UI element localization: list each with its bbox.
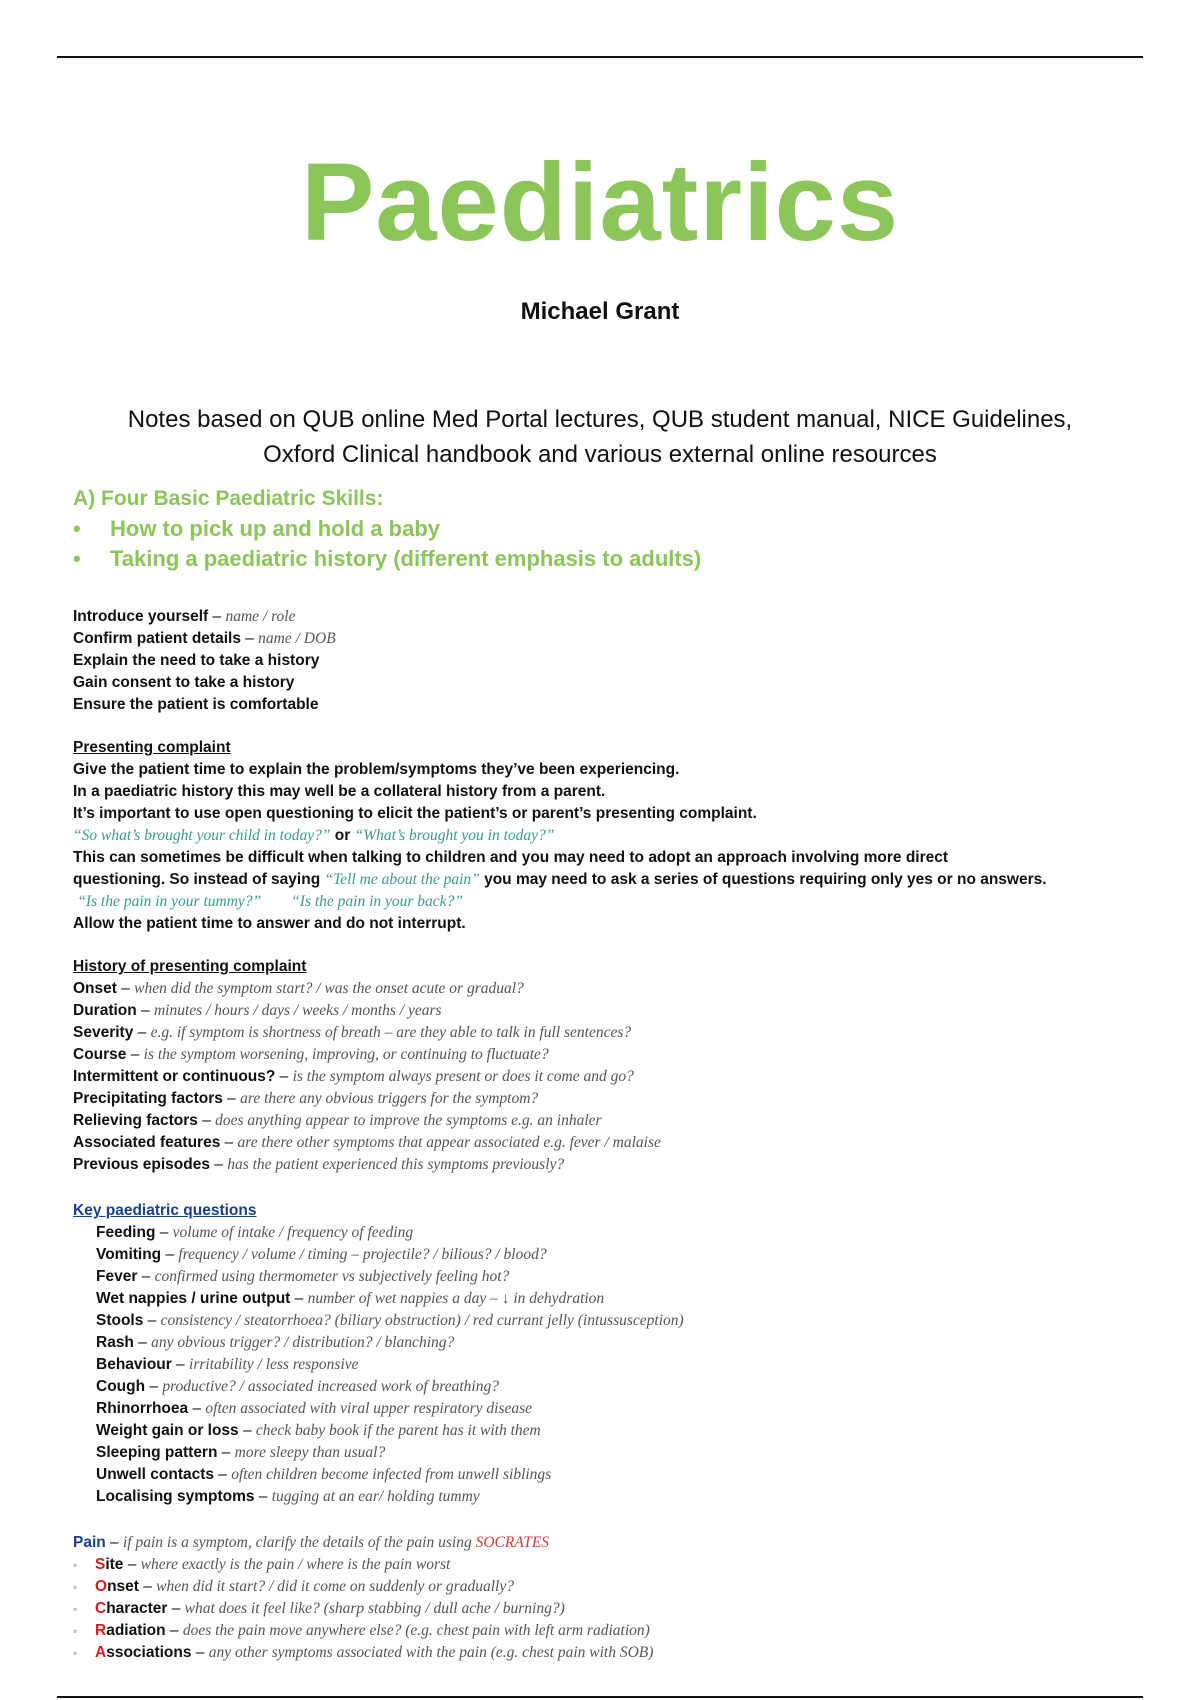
intro-line: Ensure the patient is comfortable	[73, 696, 319, 713]
key-question-item: Sleeping pattern – more sleepy than usual?	[96, 1444, 386, 1461]
socrates-item: ◦ Site – where exactly is the pain / where is the pain worst	[73, 1554, 1173, 1576]
section-a-bullet-text: How to pick up and hold a baby	[110, 516, 441, 541]
hpc-item: Duration – minutes / hours / days / weeks / months / years	[73, 1002, 442, 1019]
pain-intro: Pain – if pain is a symptom, clarify the details of the pain using SOCRATES	[73, 1534, 550, 1551]
bullet-dot-icon: •	[73, 516, 81, 541]
section-a-bullet-text: Taking a paediatric history (different emphasis to adults)	[110, 546, 702, 571]
bullet-circle-icon: ◦	[73, 1558, 78, 1572]
hpc-item: Onset – when did the symptom start? / was the onset acute or gradual?	[73, 980, 524, 997]
bullet-circle-icon: ◦	[73, 1646, 78, 1660]
intro-line: Confirm patient details – name / DOB	[73, 630, 336, 647]
key-question-item: Localising symptoms – tugging at an ear/ holding tummy	[96, 1488, 480, 1505]
pc-line: This can sometimes be difficult when talking to children and you may need to adopt an approach involving more direct	[73, 849, 949, 866]
subtitle-line-2: Oxford Clinical handbook and various external online resources	[263, 441, 937, 468]
bullet-dot-icon: •	[73, 546, 81, 571]
key-question-item: Weight gain or loss – check baby book if the parent has it with them	[96, 1422, 541, 1439]
page-title: Paediatrics	[300, 141, 899, 264]
presenting-complaint-block	[73, 737, 1173, 935]
section-heading: Key paediatric questions	[73, 1202, 257, 1219]
hpc-item: Intermittent or continuous? – is the symptom always present or does it come and go?	[73, 1068, 634, 1085]
pc-line: questioning. So instead of saying “Tell me about the pain” you may need to ask a series of questions requiring only yes or no answers.	[73, 871, 1047, 888]
bullet-circle-icon: ◦	[73, 1624, 78, 1638]
hpc-item: Precipitating factors – are there any obvious triggers for the symptom?	[73, 1090, 539, 1107]
pc-quote-line: “Is the pain in your tummy?” “Is the pain in your back?”	[77, 893, 463, 910]
section-a-heading: A) Four Basic Paediatric Skills:	[73, 487, 384, 510]
key-questions-block	[73, 1200, 1173, 1508]
bullet-circle-icon: ◦	[73, 1602, 78, 1616]
key-question-item: Rash – any obvious trigger? / distribution? / blanching?	[96, 1334, 455, 1351]
bottom-rule	[57, 1696, 1143, 1698]
intro-block	[73, 606, 1173, 716]
pc-quote-line: “So what’s brought your child in today?” or “What’s brought you in today?”	[73, 827, 555, 844]
socrates-item: ◦ Radiation – does the pain move anywhere else? (e.g. chest pain with left arm radiation)	[73, 1620, 1173, 1642]
pc-line: Allow the patient time to answer and do not interrupt.	[73, 915, 466, 932]
socrates-item: ◦ Associations – any other symptoms associated with the pain (e.g. chest pain with SOB)	[73, 1642, 1173, 1664]
key-question-item: Vomiting – frequency / volume / timing – projectile? / bilious? / blood?	[96, 1246, 547, 1263]
hpc-item: Course – is the symptom worsening, improving, or continuing to fluctuate?	[73, 1046, 549, 1063]
hpc-item: Severity – e.g. if symptom is shortness of breath – are they able to talk in full sentences?	[73, 1024, 632, 1041]
bullet-circle-icon: ◦	[73, 1580, 78, 1594]
key-question-item: Behaviour – irritability / less responsive	[96, 1356, 359, 1373]
key-question-item: Wet nappies / urine output – number of wet nappies a day – ↓ in dehydration	[96, 1290, 605, 1307]
subtitle-line-1: Notes based on QUB online Med Portal lectures, QUB student manual, NICE Guidelines,	[127, 406, 1073, 433]
key-question-item: Rhinorrhoea – often associated with viral upper respiratory disease	[96, 1400, 533, 1417]
pc-line: Give the patient time to explain the problem/symptoms they’ve been experiencing.	[73, 761, 680, 778]
key-question-item: Fever – confirmed using thermometer vs subjectively feeling hot?	[96, 1268, 510, 1285]
intro-line: Explain the need to take a history	[73, 652, 320, 669]
intro-line: Introduce yourself – name / role	[73, 608, 296, 625]
key-question-item: Feeding – volume of intake / frequency of feeding	[96, 1224, 414, 1241]
pc-line: It’s important to use open questioning to elicit the patient’s or parent’s presenting complaint.	[73, 805, 757, 822]
section-heading: History of presenting complaint	[73, 958, 307, 975]
key-question-item: Stools – consistency / steatorrhoea? (biliary obstruction) / red currant jelly (intussusception)	[96, 1312, 684, 1329]
hpc-item: Relieving factors – does anything appear to improve the symptoms e.g. an inhaler	[73, 1112, 602, 1129]
pain-block	[73, 1532, 1173, 1664]
key-question-item: Cough – productive? / associated increased work of breathing?	[96, 1378, 499, 1395]
key-question-item: Unwell contacts – often children become infected from unwell siblings	[96, 1466, 552, 1483]
intro-line: Gain consent to take a history	[73, 674, 295, 691]
author-name: Michael Grant	[520, 298, 680, 325]
socrates-item: ◦ Onset – when did it start? / did it come on suddenly or gradually?	[73, 1576, 1173, 1598]
pc-line: In a paediatric history this may well be a collateral history from a parent.	[73, 783, 606, 800]
top-rule	[57, 56, 1143, 58]
subtitle	[100, 402, 1100, 472]
hpc-block	[73, 956, 1173, 1176]
socrates-item: ◦ Character – what does it feel like? (sharp stabbing / dull ache / burning?)	[73, 1598, 1173, 1620]
hpc-item: Previous episodes – has the patient experienced this symptoms previously?	[73, 1156, 565, 1173]
hpc-item: Associated features – are there other symptoms that appear associated e.g. fever / malaise	[73, 1134, 661, 1151]
section-heading: Presenting complaint	[73, 739, 231, 756]
